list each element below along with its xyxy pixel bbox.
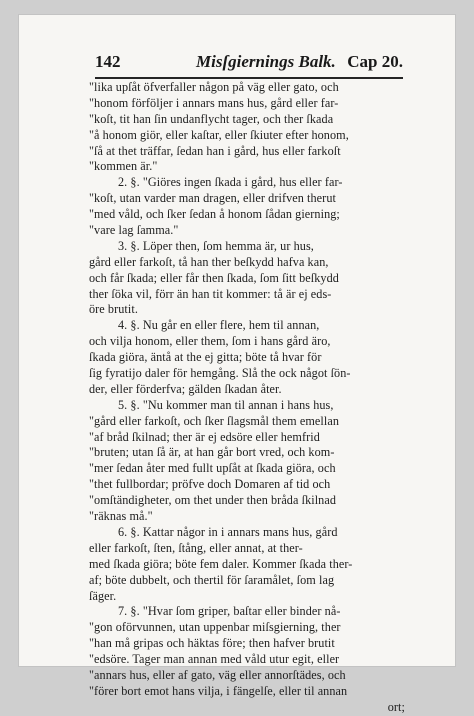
text-line: "mer ſedan åter med fullt upſåt at ſkada giöra, och — [89, 461, 336, 476]
text-line: ſäger. — [89, 588, 117, 603]
text-line: "koſt, tit han ſin undanflycht tager, och ther ſkada — [89, 111, 334, 126]
text-line: der, eller förderfva; gälden ſkadan åter. — [89, 381, 282, 396]
page-header — [95, 52, 403, 76]
text-line: "å honom giör, eller kaſtar, eller ſkiuter efter honom, — [89, 127, 349, 142]
text-line: ſig fyratijo daler för hemgång. Slå the ock något ſön- — [89, 366, 351, 381]
text-line: "annars hus, eller af gato, väg eller annorſtädes, och — [89, 667, 346, 682]
section-5-start: 5. §. "Nu kommer man til annan i hans hus, — [118, 397, 334, 412]
text-line: "omſtändigheter, om thet under then bråda ſkilnad — [89, 493, 337, 508]
text-line: och får ſkada; eller får then ſkada, ſom ſitt beſkydd — [89, 270, 339, 285]
text-line: "kommen är." — [89, 159, 158, 174]
text-line: "gon oförvunnen, utan uppenbar miſsgierning, ther — [89, 620, 341, 635]
page-number: 142 — [95, 52, 121, 71]
text-line: med ſkada giöra; böte fem daler. Kommer ſkada ther- — [89, 556, 353, 571]
catchword: ort; — [387, 699, 405, 714]
text-line: "lika upſåt öfverfaller någon på väg eller gato, och — [89, 80, 339, 94]
text-line: "af bråd ſkilnad; ther är ej edsöre eller hemfrid — [89, 429, 320, 444]
chapter-label: Cap 20. — [347, 52, 403, 71]
text-line: gård eller farkoſt, tå han ther beſkydd hafva kan, — [89, 254, 329, 269]
text-line: ther ſöka vil, förr än han tit kommer: tå är ej eds- — [89, 286, 332, 301]
text-line: "med våld, och ſker ſedan å honom ſådan gierning; — [89, 207, 340, 222]
text-line: "honom förföljer i annars mans hus, gård eller far- — [89, 95, 339, 110]
text-line: "gård eller farkoſt, och ſker ſlagsmål them emellan — [89, 413, 340, 428]
body-text — [89, 80, 405, 716]
text-line: "koſt, utan varder man dragen, eller drifven therut — [89, 191, 336, 206]
text-line: "vare lag ſamma." — [89, 223, 179, 238]
text-line: eller farkoſt, ſten, ſtång, eller annat, at ther- — [89, 540, 303, 555]
text-line: öre brutit. — [89, 302, 138, 317]
text-line: och vilja honom, eller them, ſom i hans gård äro, — [89, 334, 331, 349]
section-3-start: 3. §. Löper then, ſom hemma är, ur hus, — [118, 238, 314, 253]
text-line: "ſå at thet träffar, ſedan han i gård, hus eller farkoſt — [89, 143, 341, 158]
text-line: "räknas må." — [89, 509, 153, 524]
text-line: "thet fullbordar; pröfve doch Domaren af tid och — [89, 477, 331, 492]
section-7-start: 7. §. "Hvar ſom griper, baſtar eller binder nå- — [118, 604, 341, 619]
text-line: ſkada giöra, äntå at the ej gitta; böte tå hvar för — [89, 350, 322, 365]
section-2-start: 2. §. "Giöres ingen ſkada i gård, hus eller far- — [118, 175, 343, 190]
text-line: "förer bort emot hans vilja, i fängelſe, eller til annan — [89, 683, 348, 698]
header-rule — [95, 77, 403, 79]
text-line: "edsöre. Tager man annan med våld utur egit, eller — [89, 652, 340, 667]
text-line: "han må gripas och häktas före; then hafver brutit — [89, 636, 335, 651]
section-4-start: 4. §. Nu går en eller flere, hem til annan, — [118, 318, 320, 333]
text-line: "bruten; utan ſå är, at han går bort vred, och kom- — [89, 445, 335, 460]
text-line: af; böte dubbelt, och thertil för ſaramålet, ſom lag — [89, 572, 335, 587]
section-6-start: 6. §. Kattar någor in i annars mans hus, gård — [118, 524, 338, 539]
running-title: Misſgiernings Balk. — [196, 52, 336, 71]
